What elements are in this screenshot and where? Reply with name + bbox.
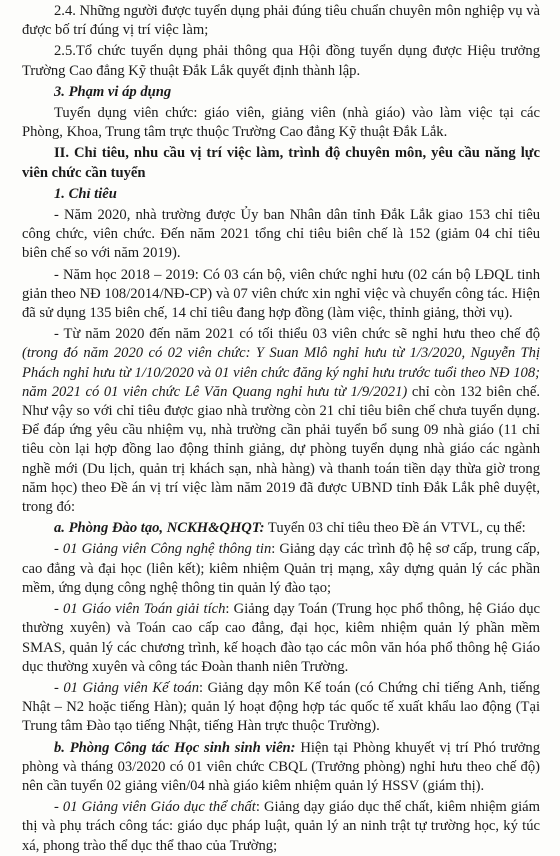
dept-a-item-role: - 01 Giảng viên Kế toán: [54, 679, 200, 696]
dept-b-item-role: - 01 Giảng viên Giáo dục thể chất: [54, 799, 256, 816]
dept-b-intro: [22, 739, 540, 797]
dept-a-item: [22, 679, 540, 737]
retirement-lead: - Từ năm 2020 đến năm 2021 có tối thiểu 03 viên chức sẽ nghỉ hưu theo chế độ: [54, 326, 540, 343]
paragraph-retirement: [22, 325, 540, 517]
paragraph-2-4: 2.4. Những người được tuyển dụng phải đúng tiêu chuẩn chuyên môn nghiệp vụ và được bố trí đúng vị trí việc làm;: [22, 3, 540, 39]
retirement-tail: chỉ còn 132 biên chế. Như vậy so với chỉ tiêu được giao nhà trường còn 21 chỉ tiêu biên chế chưa tuyển dụng. Để đáp ứng yêu cầu nhiệm vụ, nhà trường cần phải tuyển bổ sung 09 nhà giáo (11 chỉ tiêu còn lại hợp đồng lao động thỉnh giảng, dự phòng tuyển dụng nhà giáo các ngành nghề mới (Du lịch, quản trị khách sạn, nhà hàng) và thanh toán tiền dạy thừa giờ trong năm học) theo Đề án vị trí việc làm năm 2019 đã được UBND tỉnh Đắk Lắk phê duyệt, trong đó:: [22, 383, 540, 516]
dept-b-item: [22, 798, 540, 856]
dept-b-label: b. Phòng Công tác Học sinh sinh viên:: [54, 739, 296, 756]
paragraph-2020: - Năm 2020, nhà trường được Ủy ban Nhân dân tỉnh Đắk Lắk giao 153 chỉ tiêu công chức, viên chức. Đến năm 2021 tổng chỉ tiêu biên chế là 152 (giảm 04 chỉ tiêu biên chế so với năm 2019).: [22, 207, 540, 262]
dept-a-item: [22, 600, 540, 677]
dept-b-item-desc: : Giảng dạy giáo dục thể chất, kiêm nhiệm giám thị và phụ trách công tác: giáo dục pháp luật, quản lý an ninh trật tự trường học, ký túc xá, phong trào thể dục thể thao của Trường;: [22, 799, 541, 854]
dept-a-item-desc: : Giảng dạy Toán (Trung học phổ thông, hệ Giáo dục thường xuyên) và Toán cao cấp cao đẳng, đại học, kiêm nhiệm quản lý phần mềm SMAS, quản lý các chương trình, kế hoạch đào tạo các môn văn hóa phổ thông hệ Giáo dục thường xuyên và công tác Đoàn thanh niên Trường.: [22, 601, 541, 675]
retirement-details: (trong đó năm 2020 có 02 viên chức: Y Suan Mlô nghỉ hưu từ 1/3/2020, Nguyễn Thị Phách nghỉ hưu từ 1/10/2020 và 01 viên chức đăng ký nghỉ hưu trước tuổi theo NĐ 108; năm 2021 có 01 viên chức Lê Văn Quang nghỉ hưu từ 1/9/2021): [22, 345, 540, 400]
paragraph-2018-2019: - Năm học 2018 – 2019: Có 03 cán bộ, viên chức nghỉ hưu (02 cán bộ LĐQL tinh giản theo NĐ 108/2014/NĐ-CP) và 07 viên chức xin nghỉ việc và chuyển công tác. Hiện đã sử dụng 135 biên chế, 14 chỉ tiêu đang hợp đồng (làm việc, thỉnh giảng, thời vụ).: [22, 266, 540, 322]
dept-a-item: [22, 540, 540, 598]
dept-a-item-role: - 01 Giáo viên Toán giải tích: [54, 601, 226, 618]
heading-scope: 3. Phạm vi áp dụng: [54, 83, 172, 100]
dept-b-text: Hiện tại Phòng khuyết vị trí Phó trưởng phòng và tháng 03/2020 có 01 viên chức CBQL (Trưởng phòng) nghỉ hưu theo chế độ) nên cần tuyển 02 giảng viên/04 nhà giáo kiêm nhiệm quản lý HSSV (giám thị).: [22, 739, 540, 794]
heading-quota: 1. Chỉ tiêu: [54, 185, 117, 202]
dept-a-intro: [22, 519, 540, 538]
paragraph-2-5: 2.5.Tổ chức tuyển dụng phải thông qua Hội đồng tuyển dụng được Hiệu trưởng Trường Cao đẳng Kỹ thuật Đắk Lắk quyết định thành lập.: [22, 43, 540, 79]
dept-a-item-desc: : Giảng dạy các trình độ hệ sơ cấp, trung cấp, cao đẳng và đại học (liên kết); kiêm nhiệm Quản trị mạng, xây dựng quản lý các phần mềm, ứng dụng công nghệ thông tin quản lý đào tạo;: [22, 541, 540, 596]
dept-a-item-role: - 01 Giảng viên Công nghệ thông tin: [54, 541, 272, 558]
dept-a-text: Tuyển 03 chỉ tiêu theo Đề án VTVL, cụ thể:: [264, 520, 526, 537]
paragraph-scope: Tuyển dụng viên chức: giáo viên, giảng viên (nhà giáo) vào làm việc tại các Phòng, Khoa, Trung tâm trực thuộc Trường Cao đẳng Kỹ thuật Đắk Lắk.: [22, 105, 540, 141]
dept-a-label: a. Phòng Đào tạo, NCKH&QHQT:: [54, 520, 265, 537]
heading-part-ii: II. Chỉ tiêu, nhu cầu vị trí việc làm, trình độ chuyên môn, yêu cầu năng lực viên chức cần tuyển: [22, 145, 540, 181]
dept-a-item-desc: : Giảng dạy môn Kế toán (có Chứng chỉ tiếng Anh, tiếng Nhật – N2 hoặc tiếng Hàn); quản lý hoạt động hợp tác quốc tế xuất khẩu lao động (Tại Trung tâm Đào tạo tiếng Nhật, tiếng Hàn trực thuộc Trường).: [22, 679, 540, 735]
